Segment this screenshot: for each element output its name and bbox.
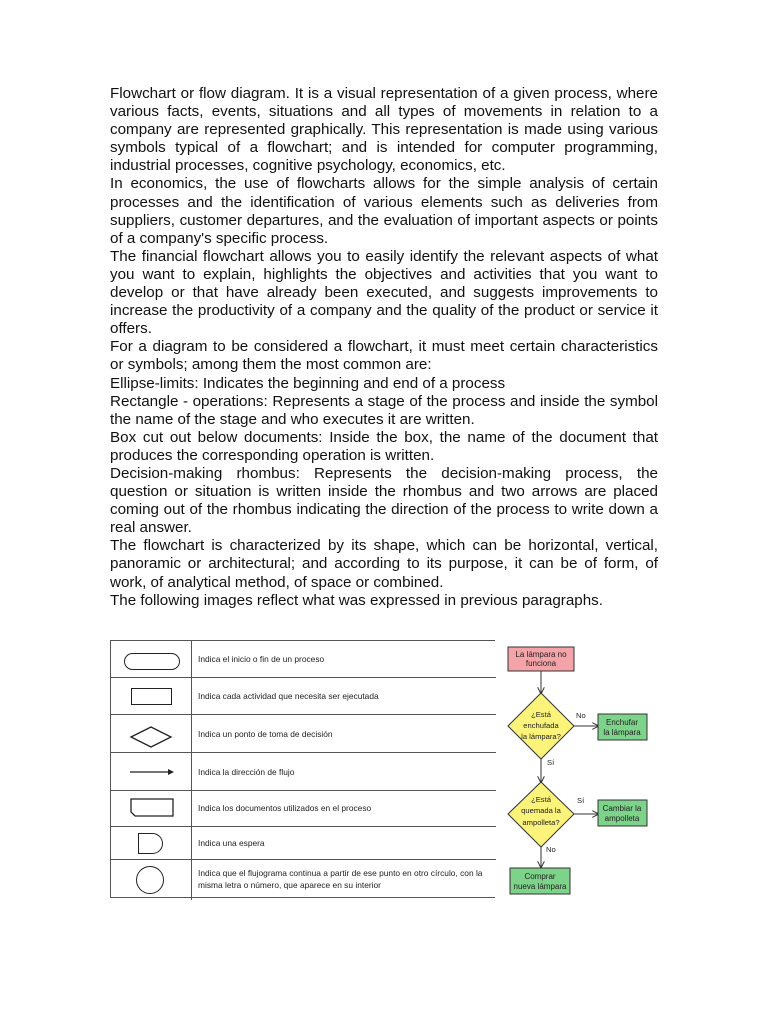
ellipse-symbol-icon — [124, 653, 180, 670]
paragraph: The following images reflect what was expressed in previous paragraphs. — [110, 591, 604, 609]
symbol-cell — [111, 678, 192, 715]
delay-symbol-icon — [138, 833, 163, 854]
table-row — [111, 826, 496, 860]
rectangle-symbol-icon — [131, 688, 172, 705]
decision-node-label: ¿Está — [531, 795, 551, 804]
connector-circle-icon — [136, 866, 164, 894]
paragraph: For a diagram to be considered a flowchart, it must meet certain characteristics or symbols; among them the most common are: — [110, 338, 658, 374]
end-node-label: nueva lámpara — [513, 882, 567, 891]
start-node-label: funciona — [525, 659, 557, 668]
paragraph: In economics, the use of flowcharts allows for the simple analysis of certain processes and the identification of various elements such as deliveries from suppliers, customer departures, and the evaluation of important aspects or points of a company's specific process. — [110, 175, 658, 247]
action-node-label: Cambiar la — [602, 804, 642, 813]
branch-label-yes: Sí — [547, 758, 555, 767]
paragraph: Flowchart or flow diagram. It is a visual representation of a given process, where various facts, events, situations and all types of movements in relation to a company are represented graphically. This representation is made using various symbols typical of a flowchart; and is intended for computer programming, industrial processes, cognitive psychology, economics, etc. — [110, 85, 658, 175]
symbol-cell — [111, 827, 192, 860]
table-row — [111, 752, 496, 791]
table-row — [111, 641, 496, 677]
arrow-symbol-icon — [111, 753, 191, 791]
symbol-description: Indica cada actividad que necesita ser ejecutada — [198, 691, 379, 701]
branch-label-no: No — [546, 845, 556, 854]
symbol-description: Indica el inicio o fin de un proceso — [198, 654, 325, 664]
branch-label-no: No — [576, 711, 586, 720]
symbol-cell — [111, 715, 192, 753]
body-text — [110, 85, 658, 610]
decision-node-label: la lámpara? — [521, 732, 561, 741]
symbol-description: Indica un ponto de toma de decisión — [198, 729, 333, 739]
symbol-cell — [111, 860, 192, 900]
action-node-label: la lámpara — [603, 728, 641, 737]
symbol-cell — [111, 753, 192, 791]
document-symbol-icon — [111, 791, 191, 827]
table-row — [111, 677, 496, 715]
decision-node-label: ¿Está — [531, 710, 551, 719]
symbol-description: Indica la dirección de flujo — [198, 767, 295, 777]
decision-node-label: ampolleta? — [522, 818, 560, 827]
start-node-label: La lámpara no — [515, 650, 567, 659]
symbol-description: Indica que el flujograma continua a partir de ese punto en otro círculo, con la misma letra o número, que aparece en su interior — [198, 868, 483, 890]
action-node-label: ampolleta — [604, 814, 640, 823]
paragraph: Rectangle - operations: Represents a stage of the process and inside the symbol the name of the stage and who executes it are written. — [110, 392, 658, 428]
paragraph: Decision-making rhombus: Represents the decision-making process, the question or situation is written inside the rhombus and two arrows are placed coming out of the rhombus indicating the direction of the process to write down a real answer. — [110, 464, 658, 537]
branch-label-yes: Sí — [577, 796, 585, 805]
paragraph: Box cut out below documents: Inside the box, the name of the document that produces the corresponding operation is written. — [110, 428, 658, 464]
flowchart-symbols-table — [110, 640, 495, 898]
end-node-label: Comprar — [524, 872, 556, 881]
paragraph: Ellipse-limits: Indicates the beginning and end of a process — [110, 374, 506, 392]
symbol-description: Indica una espera — [198, 838, 265, 848]
table-row — [111, 790, 496, 827]
table-row — [111, 714, 496, 753]
symbol-cell — [111, 641, 192, 677]
symbol-cell — [111, 791, 192, 827]
rhombus-symbol-icon — [111, 715, 191, 753]
paragraph: The financial flowchart allows you to easily identify the relevant aspects of what you want to explain, highlights the objectives and activities that you want to develop or that have already been executed, and suggests improvements to increase the productivity of a company and the quality of the product or service it offers. — [110, 247, 658, 338]
symbol-description: Indica los documentos utilizados en el proceso — [198, 803, 372, 813]
action-node-label: Enchufar — [605, 718, 639, 727]
decision-node-label: quemada la — [521, 806, 561, 815]
paragraph: The flowchart is characterized by its shape, which can be horizontal, vertical, panoramic or architectural; and according to its purpose, it can be of form, of work, of analytical method, of space or combined. — [110, 537, 658, 591]
lamp-flowchart — [498, 640, 658, 902]
table-row — [111, 859, 496, 900]
decision-node-label: enchufada — [523, 721, 559, 730]
